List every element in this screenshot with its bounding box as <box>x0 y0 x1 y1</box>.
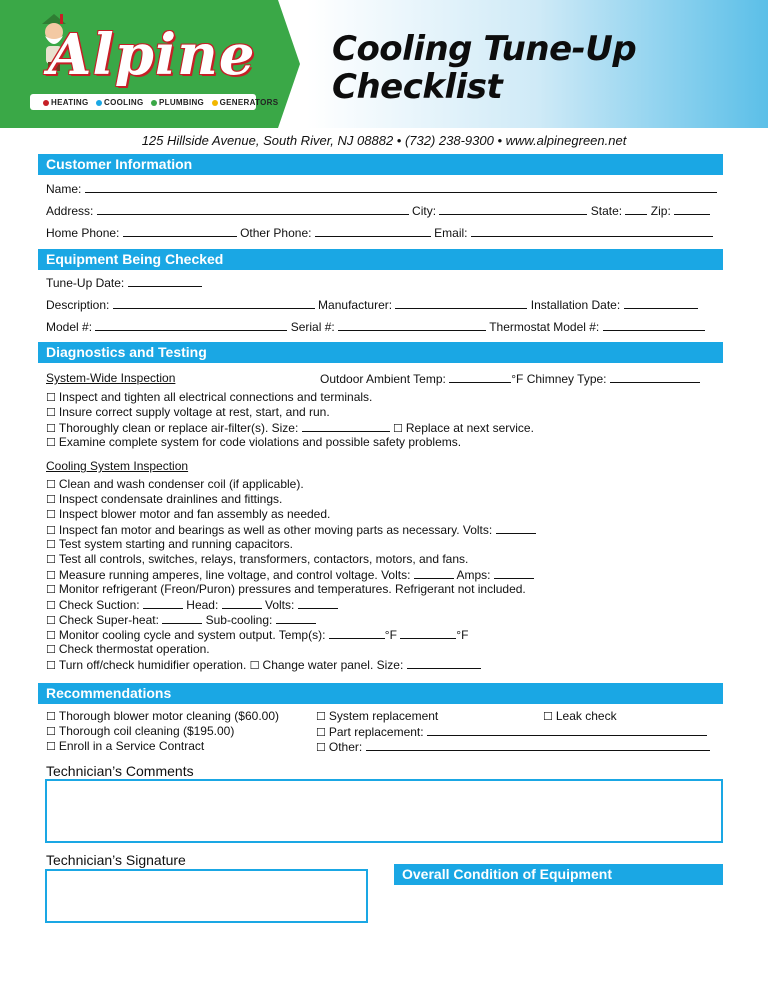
ambient-unit: °F <box>511 372 524 386</box>
checkbox[interactable]: ☐ <box>393 422 403 435</box>
city-label: City: <box>412 204 437 218</box>
checkbox[interactable]: ☐ <box>46 406 56 419</box>
checklist-item <box>46 420 534 435</box>
temp-unit: °F <box>456 628 469 642</box>
checklist-item <box>46 552 468 566</box>
item-text: Change water panel. Size: <box>262 658 404 672</box>
section-recommendations: Recommendations <box>38 683 723 704</box>
checklist-item <box>46 522 536 537</box>
item-text: Inspect condensate drainlines and fittings. <box>58 492 283 506</box>
technician-comments-label: Technician’s Comments <box>46 763 194 779</box>
checkbox[interactable]: ☐ <box>316 726 326 739</box>
recommendation-item <box>543 709 617 723</box>
email-label: Email: <box>434 226 468 240</box>
name-field[interactable] <box>85 181 717 193</box>
thermostat-model-field[interactable] <box>603 319 705 331</box>
tuneup-date-field[interactable] <box>128 275 202 287</box>
ambient-field[interactable] <box>449 371 511 383</box>
item-text: Examine complete system for code violations and possible safety problems. <box>58 435 462 449</box>
item-text: Measure running amperes, line voltage, and control voltage. Volts: <box>58 568 411 582</box>
checkbox[interactable]: ☐ <box>46 614 56 627</box>
checklist-item <box>46 567 534 582</box>
item-text: Test system starting and running capacitors. <box>58 537 293 551</box>
item-text: Volts: <box>265 598 295 612</box>
installation-date-label: Installation Date: <box>530 298 621 312</box>
superheat-field[interactable] <box>162 612 202 624</box>
thermostat-model-label: Thermostat Model #: <box>489 320 600 334</box>
checkbox[interactable]: ☐ <box>46 643 56 656</box>
item-text: Amps: <box>456 568 491 582</box>
technician-signature-box[interactable] <box>45 869 368 923</box>
manufacturer-label: Manufacturer: <box>318 298 393 312</box>
subcooling-field[interactable] <box>276 612 316 624</box>
checkbox[interactable]: ☐ <box>46 569 56 582</box>
checkbox[interactable]: ☐ <box>46 740 56 753</box>
item-text: Clean and wash condenser coil (if applicable). <box>58 477 304 491</box>
page-title-line2: Checklist <box>332 67 503 107</box>
model-row <box>46 319 705 334</box>
checklist-item <box>46 492 282 506</box>
customer-address-row <box>46 203 710 218</box>
item-text: Replace at next service. <box>405 421 534 435</box>
item-text: Test all controls, switches, relays, transformers, contactors, motors, and fans. <box>58 552 469 566</box>
recommendation-item <box>46 709 279 723</box>
filter-size-field[interactable] <box>302 420 390 432</box>
page-title-line1: Cooling Tune-Up <box>332 29 637 69</box>
checkbox[interactable]: ☐ <box>46 493 56 506</box>
item-text: System replacement <box>328 709 439 723</box>
suction-field[interactable] <box>143 597 183 609</box>
checkbox[interactable]: ☐ <box>316 741 326 754</box>
address-field[interactable] <box>97 203 409 215</box>
customer-phone-row <box>46 225 713 240</box>
state-field[interactable] <box>625 203 647 215</box>
checkbox[interactable]: ☐ <box>46 436 56 449</box>
item-text: Other: <box>328 740 363 754</box>
item-text: Leak check <box>555 709 617 723</box>
checkbox[interactable]: ☐ <box>46 391 56 404</box>
cooling-heading <box>46 459 188 473</box>
checkbox[interactable]: ☐ <box>46 710 56 723</box>
tagline-generators: GENERATORS <box>219 98 279 107</box>
chimney-field[interactable] <box>610 371 700 383</box>
home-phone-field[interactable] <box>123 225 237 237</box>
ambient-label: Outdoor Ambient Temp: <box>320 372 446 386</box>
item-text: Check thermostat operation. <box>58 642 210 656</box>
checkbox[interactable]: ☐ <box>46 659 56 672</box>
description-field[interactable] <box>113 297 315 309</box>
item-text: Thorough coil cleaning ($195.00) <box>58 724 235 738</box>
checkbox[interactable]: ☐ <box>46 553 56 566</box>
checklist-item <box>46 390 372 404</box>
checklist-item <box>46 477 304 491</box>
model-field[interactable] <box>95 319 287 331</box>
line-volts-field[interactable] <box>414 567 454 579</box>
tuneup-date-label: Tune-Up Date: <box>46 276 125 290</box>
item-text: Monitor refrigerant (Freon/Puron) pressures and temperatures. Refrigerant not included. <box>58 582 526 596</box>
checkbox[interactable]: ☐ <box>316 710 326 723</box>
cooling-label: Cooling System Inspection <box>46 459 189 473</box>
page-title <box>332 30 636 106</box>
description-row <box>46 297 698 312</box>
technician-comments-box[interactable] <box>45 779 723 843</box>
checkbox[interactable]: ☐ <box>543 710 553 723</box>
checklist-item <box>46 507 330 521</box>
checklist-item <box>46 597 338 612</box>
brand-logo-text: Alpine <box>48 22 256 88</box>
item-text: Turn off/check humidifier operation. <box>58 658 247 672</box>
system-wide-label: System-Wide Inspection <box>46 371 176 385</box>
system-wide-heading <box>46 371 175 385</box>
item-text: Inspect blower motor and fan assembly as needed. <box>58 507 331 521</box>
fan-volts-field[interactable] <box>496 522 536 534</box>
checklist-item <box>46 537 293 551</box>
item-text: Enroll in a Service Contract <box>58 739 205 753</box>
description-label: Description: <box>46 298 110 312</box>
recommendation-item <box>46 724 234 738</box>
temp-unit: °F <box>384 628 397 642</box>
item-text: Monitor cooling cycle and system output. Temp(s): <box>58 628 326 642</box>
serial-label: Serial #: <box>290 320 335 334</box>
checkbox[interactable]: ☐ <box>46 538 56 551</box>
recommendation-item <box>46 739 204 753</box>
checkbox[interactable]: ☐ <box>46 599 56 612</box>
checkbox[interactable]: ☐ <box>249 659 260 672</box>
manufacturer-field[interactable] <box>395 297 527 309</box>
tuneup-date-row <box>46 275 202 290</box>
checklist-item <box>46 435 461 449</box>
installation-date-field[interactable] <box>624 297 698 309</box>
checklist-item <box>46 405 330 419</box>
chimney-label: Chimney Type: <box>526 372 607 386</box>
company-address: 125 Hillside Avenue, South River, NJ 08882 • (732) 238-9300 • www.alpinegreen.net <box>141 133 627 148</box>
zip-label: Zip: <box>650 204 671 218</box>
name-label: Name: <box>46 182 82 196</box>
technician-signature-label: Technician’s Signature <box>46 852 186 868</box>
state-label: State: <box>590 204 623 218</box>
item-text: Check Super-heat: <box>58 613 159 627</box>
suction-volts-field[interactable] <box>298 597 338 609</box>
checklist-item <box>46 582 526 596</box>
recommendation-item <box>316 709 438 723</box>
checkbox[interactable]: ☐ <box>46 422 56 435</box>
other-phone-label: Other Phone: <box>240 226 312 240</box>
checklist-item <box>46 642 210 656</box>
address-label: Address: <box>46 204 94 218</box>
overall-condition-heading: Overall Condition of Equipment <box>394 864 723 885</box>
item-text: Thorough blower motor cleaning ($60.00) <box>58 709 279 723</box>
item-text: Head: <box>186 598 219 612</box>
item-text: Thoroughly clean or replace air-filter(s). Size: <box>58 421 299 435</box>
tagline-cooling: COOLING <box>104 98 144 107</box>
checkbox[interactable]: ☐ <box>46 478 56 491</box>
checkbox[interactable]: ☐ <box>46 583 56 596</box>
temp1-field[interactable] <box>329 627 385 639</box>
item-text: Insure correct supply voltage at rest, start, and run. <box>58 405 330 419</box>
home-phone-label: Home Phone: <box>46 226 120 240</box>
other-phone-field[interactable] <box>315 225 431 237</box>
checklist-item <box>46 612 316 627</box>
tagline-plumbing: PLUMBING <box>159 98 205 107</box>
item-text: Inspect fan motor and bearings as well as other moving parts as necessary. Volts: <box>58 523 493 537</box>
other-field[interactable] <box>366 739 710 751</box>
brand-tagline <box>38 98 278 107</box>
customer-name-row <box>46 181 717 196</box>
ambient-row <box>320 371 700 386</box>
city-field[interactable] <box>439 203 587 215</box>
temp2-field[interactable] <box>400 627 456 639</box>
item-text: Check Suction: <box>58 598 140 612</box>
checklist-item <box>46 627 468 642</box>
amps-field[interactable] <box>494 567 534 579</box>
checkbox[interactable]: ☐ <box>46 508 56 521</box>
part-replacement-field[interactable] <box>427 724 707 736</box>
zip-field[interactable] <box>674 203 710 215</box>
checkbox[interactable]: ☐ <box>46 524 56 537</box>
serial-field[interactable] <box>338 319 486 331</box>
email-field[interactable] <box>471 225 713 237</box>
head-field[interactable] <box>222 597 262 609</box>
recommendation-item <box>316 739 710 754</box>
water-panel-size-field[interactable] <box>407 657 481 669</box>
item-text: Inspect and tighten all electrical connections and terminals. <box>58 390 373 404</box>
section-diagnostics: Diagnostics and Testing <box>38 342 723 363</box>
checklist-item <box>46 657 481 672</box>
section-customer-information: Customer Information <box>38 154 723 175</box>
model-label: Model #: <box>46 320 93 334</box>
recommendation-item <box>316 724 707 739</box>
checkbox[interactable]: ☐ <box>46 629 56 642</box>
section-equipment: Equipment Being Checked <box>38 249 723 270</box>
checkbox[interactable]: ☐ <box>46 725 56 738</box>
item-text: Part replacement: <box>328 725 424 739</box>
item-text: Sub-cooling: <box>205 613 273 627</box>
tagline-heating: HEATING <box>51 98 89 107</box>
